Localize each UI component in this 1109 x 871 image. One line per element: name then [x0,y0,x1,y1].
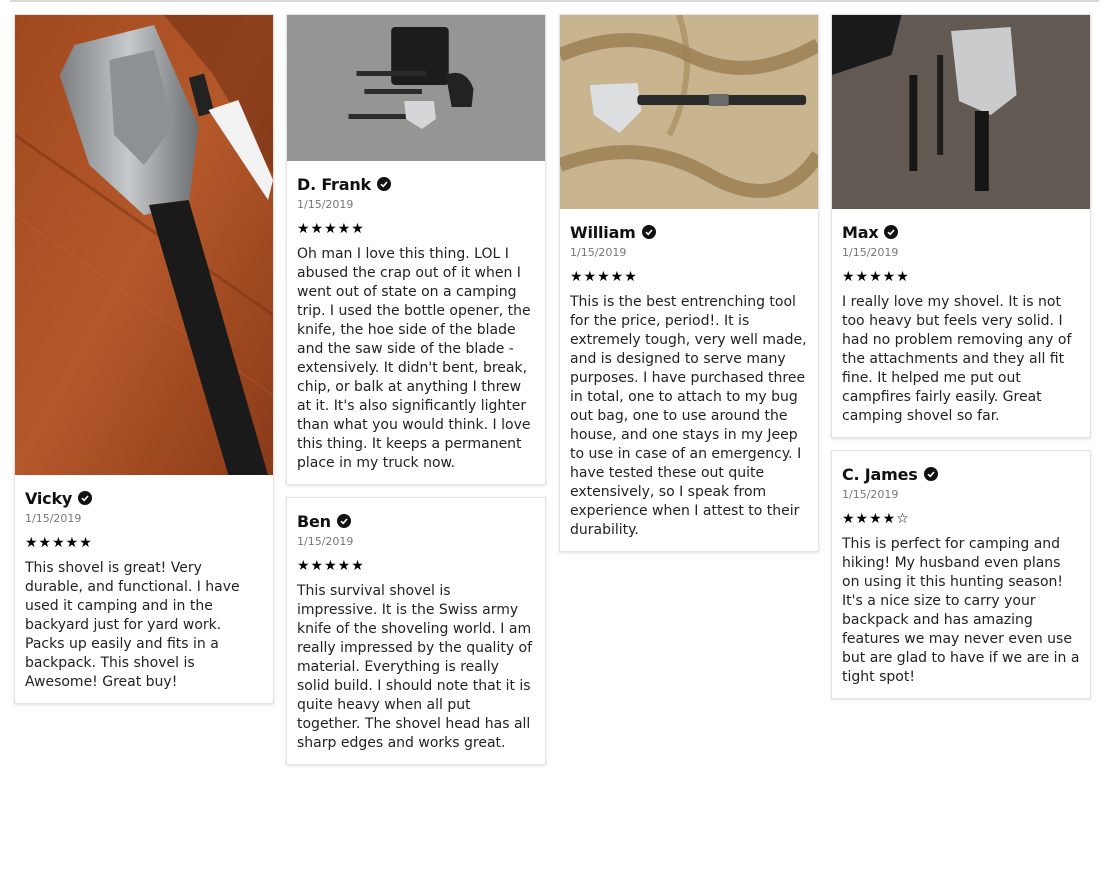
review-card-d-frank[interactable] [286,14,546,485]
review-card-william[interactable] [559,14,819,552]
verified-check-icon [377,177,391,191]
verified-check-icon [642,225,656,239]
review-column-2 [286,14,546,777]
star-rating: ★★★★☆ [842,511,910,527]
reviewer-name: Vicky [25,488,73,508]
star-rating: ★★★★★ [25,535,93,551]
review-text: This shovel is great! Very durable, and functional. I have used it camping and in the backyard just for yard work. Packs up easily and fits in a backpack. This shovel is Awesome! Great buy! [25,560,240,690]
verified-check-icon [884,225,898,239]
reviewer-name: William [570,222,636,242]
review-text: This survival shovel is impressive. It is the Swiss army knife of the shoveling world. I am really impressed by the quality of material. Everything is really solid build. I should note that it is quite heavy when all put together. The shovel head has all sharp edges and works great. [297,583,533,751]
review-column-3 [559,14,819,564]
star-rating: ★★★★★ [297,558,365,574]
review-date: 1/15/2019 [297,535,354,548]
reviewer-name: D. Frank [297,174,371,194]
review-photo[interactable] [287,15,545,161]
review-column-4 [831,14,1091,711]
verified-check-icon [924,467,938,481]
review-text: This is the best entrenching tool for the price, period!. It is extremely tough, very well made, and is designed to serve many purposes. I have purchased three in total, one to attach to my bug out bag, one to use around the house, and one stays in my Jeep to use in case of an emergency. I have tested these out quite extensively, so I speak from experience when I attest to their durability. [570,294,807,538]
review-date: 1/15/2019 [842,488,899,501]
review-date: 1/15/2019 [297,198,354,211]
review-column-1 [14,14,274,716]
verified-check-icon [337,514,351,528]
review-card-ben[interactable] [286,497,546,765]
star-rating: ★★★★★ [297,221,365,237]
review-photo[interactable] [15,15,273,475]
review-text: This is perfect for camping and hiking! My husband even plans on using it this hunting season! It's a nice size to carry your backpack and has amazing features we may never even use but are glad to have if we are in a tight spot! [842,536,1080,685]
star-rating: ★★★★★ [570,269,638,285]
review-card-vicky[interactable] [14,14,274,704]
review-text: I really love my shovel. It is not too heavy but feels very solid. I had no problem removing any of the attachments and they all fit fine. It helped me put out campfires fairly easily. Great camping shovel so far. [842,294,1072,424]
review-text: Oh man I love this thing. LOL I abused the crap out of it when I went out of state on a camping trip. I used the bottle opener, the knife, the hoe side of the blade and the saw side of the blade - extensively. It didn't bent, break, chip, or balk at anything I threw at it. It's also significantly lighter than what you would think. I love this thing. It keeps a permanent place in my truck now. [297,246,531,471]
review-photo[interactable] [560,15,818,209]
star-rating: ★★★★★ [842,269,910,285]
review-card-c-james[interactable] [831,450,1091,699]
reviewer-name: C. James [842,464,918,484]
verified-check-icon [78,491,92,505]
top-divider [10,0,1099,2]
review-card-max[interactable] [831,14,1091,438]
reviewer-name: Max [842,222,879,242]
review-date: 1/15/2019 [25,512,82,525]
review-date: 1/15/2019 [842,246,899,259]
review-date: 1/15/2019 [570,246,627,259]
reviewer-name: Ben [297,511,331,531]
review-photo[interactable] [832,15,1090,209]
